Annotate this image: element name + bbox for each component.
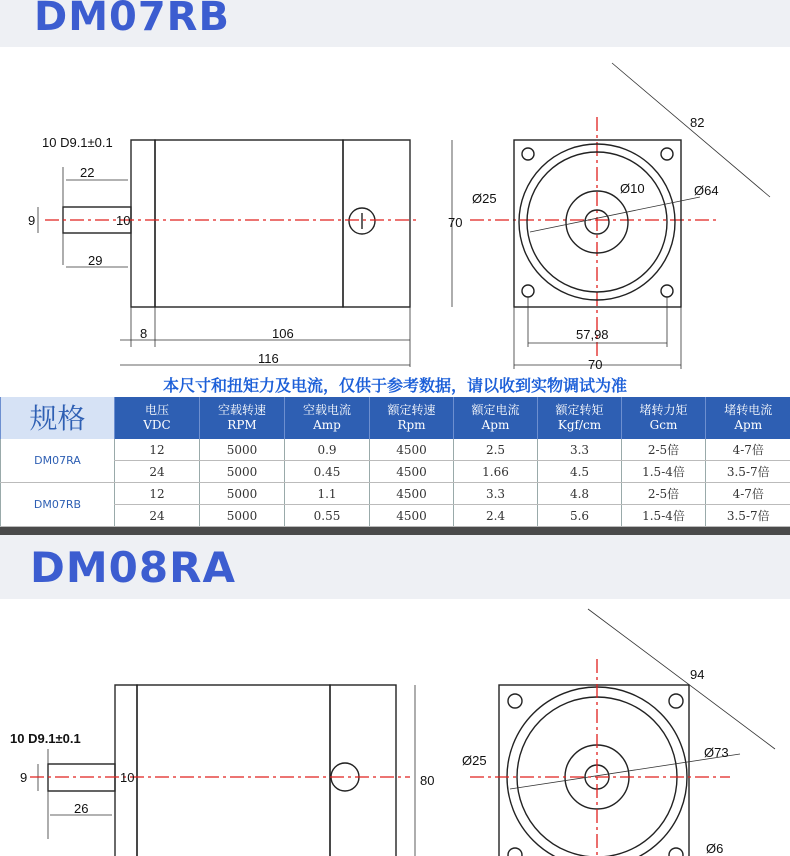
dim-70-height: 70 <box>448 215 463 230</box>
side-body <box>137 685 330 856</box>
dim-106: 106 <box>272 326 294 341</box>
cell: 4.5 <box>538 461 622 483</box>
col-header: 电压 VDC <box>115 397 200 439</box>
section1-title: DM07RB <box>34 0 230 40</box>
dim-10: 10 <box>120 770 135 785</box>
section2-title: DM08RA <box>30 543 236 592</box>
cell: 5000 <box>200 439 285 461</box>
cell: 24 <box>115 461 200 483</box>
cell: 0.9 <box>285 439 370 461</box>
dim-8: 8 <box>140 326 148 341</box>
col-header: 空载转速 RPM <box>200 397 285 439</box>
dim-phi25: Ø25 <box>462 753 487 768</box>
dim-116: 116 <box>258 351 279 366</box>
dim-phi25: Ø25 <box>472 191 497 206</box>
dm08ra-drawing <box>0 599 790 856</box>
cell: 4-7倍 <box>706 483 790 505</box>
cell: 3.5-7倍 <box>706 461 790 483</box>
cell: 1.66 <box>454 461 538 483</box>
table-row <box>1 483 790 505</box>
cell: 12 <box>115 483 200 505</box>
col-header: 额定电流 Apm <box>454 397 538 439</box>
cell: 5000 <box>200 505 285 527</box>
cell: 4500 <box>370 439 454 461</box>
col-header: 堵转电流 Apm <box>706 397 790 439</box>
dim-70-width: 70 <box>588 357 603 372</box>
table-row <box>1 505 790 527</box>
dim-phi64: Ø64 <box>694 183 719 198</box>
cell: 1.1 <box>285 483 370 505</box>
cell: 4-7倍 <box>706 439 790 461</box>
cell: 1.5-4倍 <box>622 505 706 527</box>
model-cell: DM07RB <box>1 483 115 527</box>
dim-94: 94 <box>690 667 705 682</box>
side-shaft-note: 10 D9.1±0.1 <box>10 731 81 746</box>
section-divider <box>0 527 790 535</box>
cell: 4.8 <box>538 483 622 505</box>
model-cell: DM07RA <box>1 439 115 483</box>
cell: 24 <box>115 505 200 527</box>
dim-10: 10 <box>116 213 131 228</box>
col-header: 堵转力矩 Gcm <box>622 397 706 439</box>
dm07rb-drawing <box>0 47 790 373</box>
section2-title-band <box>0 535 790 599</box>
side-flange <box>131 140 155 307</box>
cell: 3.3 <box>538 439 622 461</box>
cell: 12 <box>115 439 200 461</box>
table-row <box>1 439 790 461</box>
cell: 4500 <box>370 505 454 527</box>
table-corner: 规格 <box>1 397 115 439</box>
cell: 5000 <box>200 483 285 505</box>
cell: 0.45 <box>285 461 370 483</box>
cell: 5.6 <box>538 505 622 527</box>
front-flange <box>499 685 689 856</box>
cell: 0.55 <box>285 505 370 527</box>
side-endcap <box>330 685 396 856</box>
side-shaft-note: 10 D9.1±0.1 <box>42 135 113 150</box>
dim-phi10: Ø10 <box>620 181 645 196</box>
dim-9: 9 <box>28 213 36 228</box>
dim-57-98: 57,98 <box>576 327 609 342</box>
cell: 3.5-7倍 <box>706 505 790 527</box>
dim-82: 82 <box>690 115 705 130</box>
side-endcap <box>343 140 410 307</box>
table-row <box>1 461 790 483</box>
cell: 5000 <box>200 461 285 483</box>
cell: 2-5倍 <box>622 439 706 461</box>
cell: 4500 <box>370 461 454 483</box>
cell: 2-5倍 <box>622 483 706 505</box>
dim-9: 9 <box>20 770 28 785</box>
col-header: 额定转矩 Kgf/cm <box>538 397 622 439</box>
centerlines <box>45 117 720 357</box>
cell: 4500 <box>370 483 454 505</box>
section1-title-band <box>0 0 790 47</box>
dim-26: 26 <box>74 801 89 816</box>
cell: 1.5-4倍 <box>622 461 706 483</box>
dim-80: 80 <box>420 773 435 788</box>
centerlines <box>30 659 730 856</box>
spec-table <box>0 397 790 527</box>
dim-phi6: Ø6 <box>706 841 724 856</box>
cell: 2.5 <box>454 439 538 461</box>
cell: 2.4 <box>454 505 538 527</box>
notice-text: 本尺寸和扭矩力及电流，仅供于参考数据，请以收到实物调试为准 <box>162 376 627 395</box>
side-body <box>155 140 343 307</box>
cell: 3.3 <box>454 483 538 505</box>
col-header: 额定转速 Rpm <box>370 397 454 439</box>
dim-phi73: Ø73 <box>704 745 729 760</box>
dim-29: 29 <box>88 253 103 268</box>
col-header: 空载电流 Amp <box>285 397 370 439</box>
dim-22: 22 <box>80 165 95 180</box>
